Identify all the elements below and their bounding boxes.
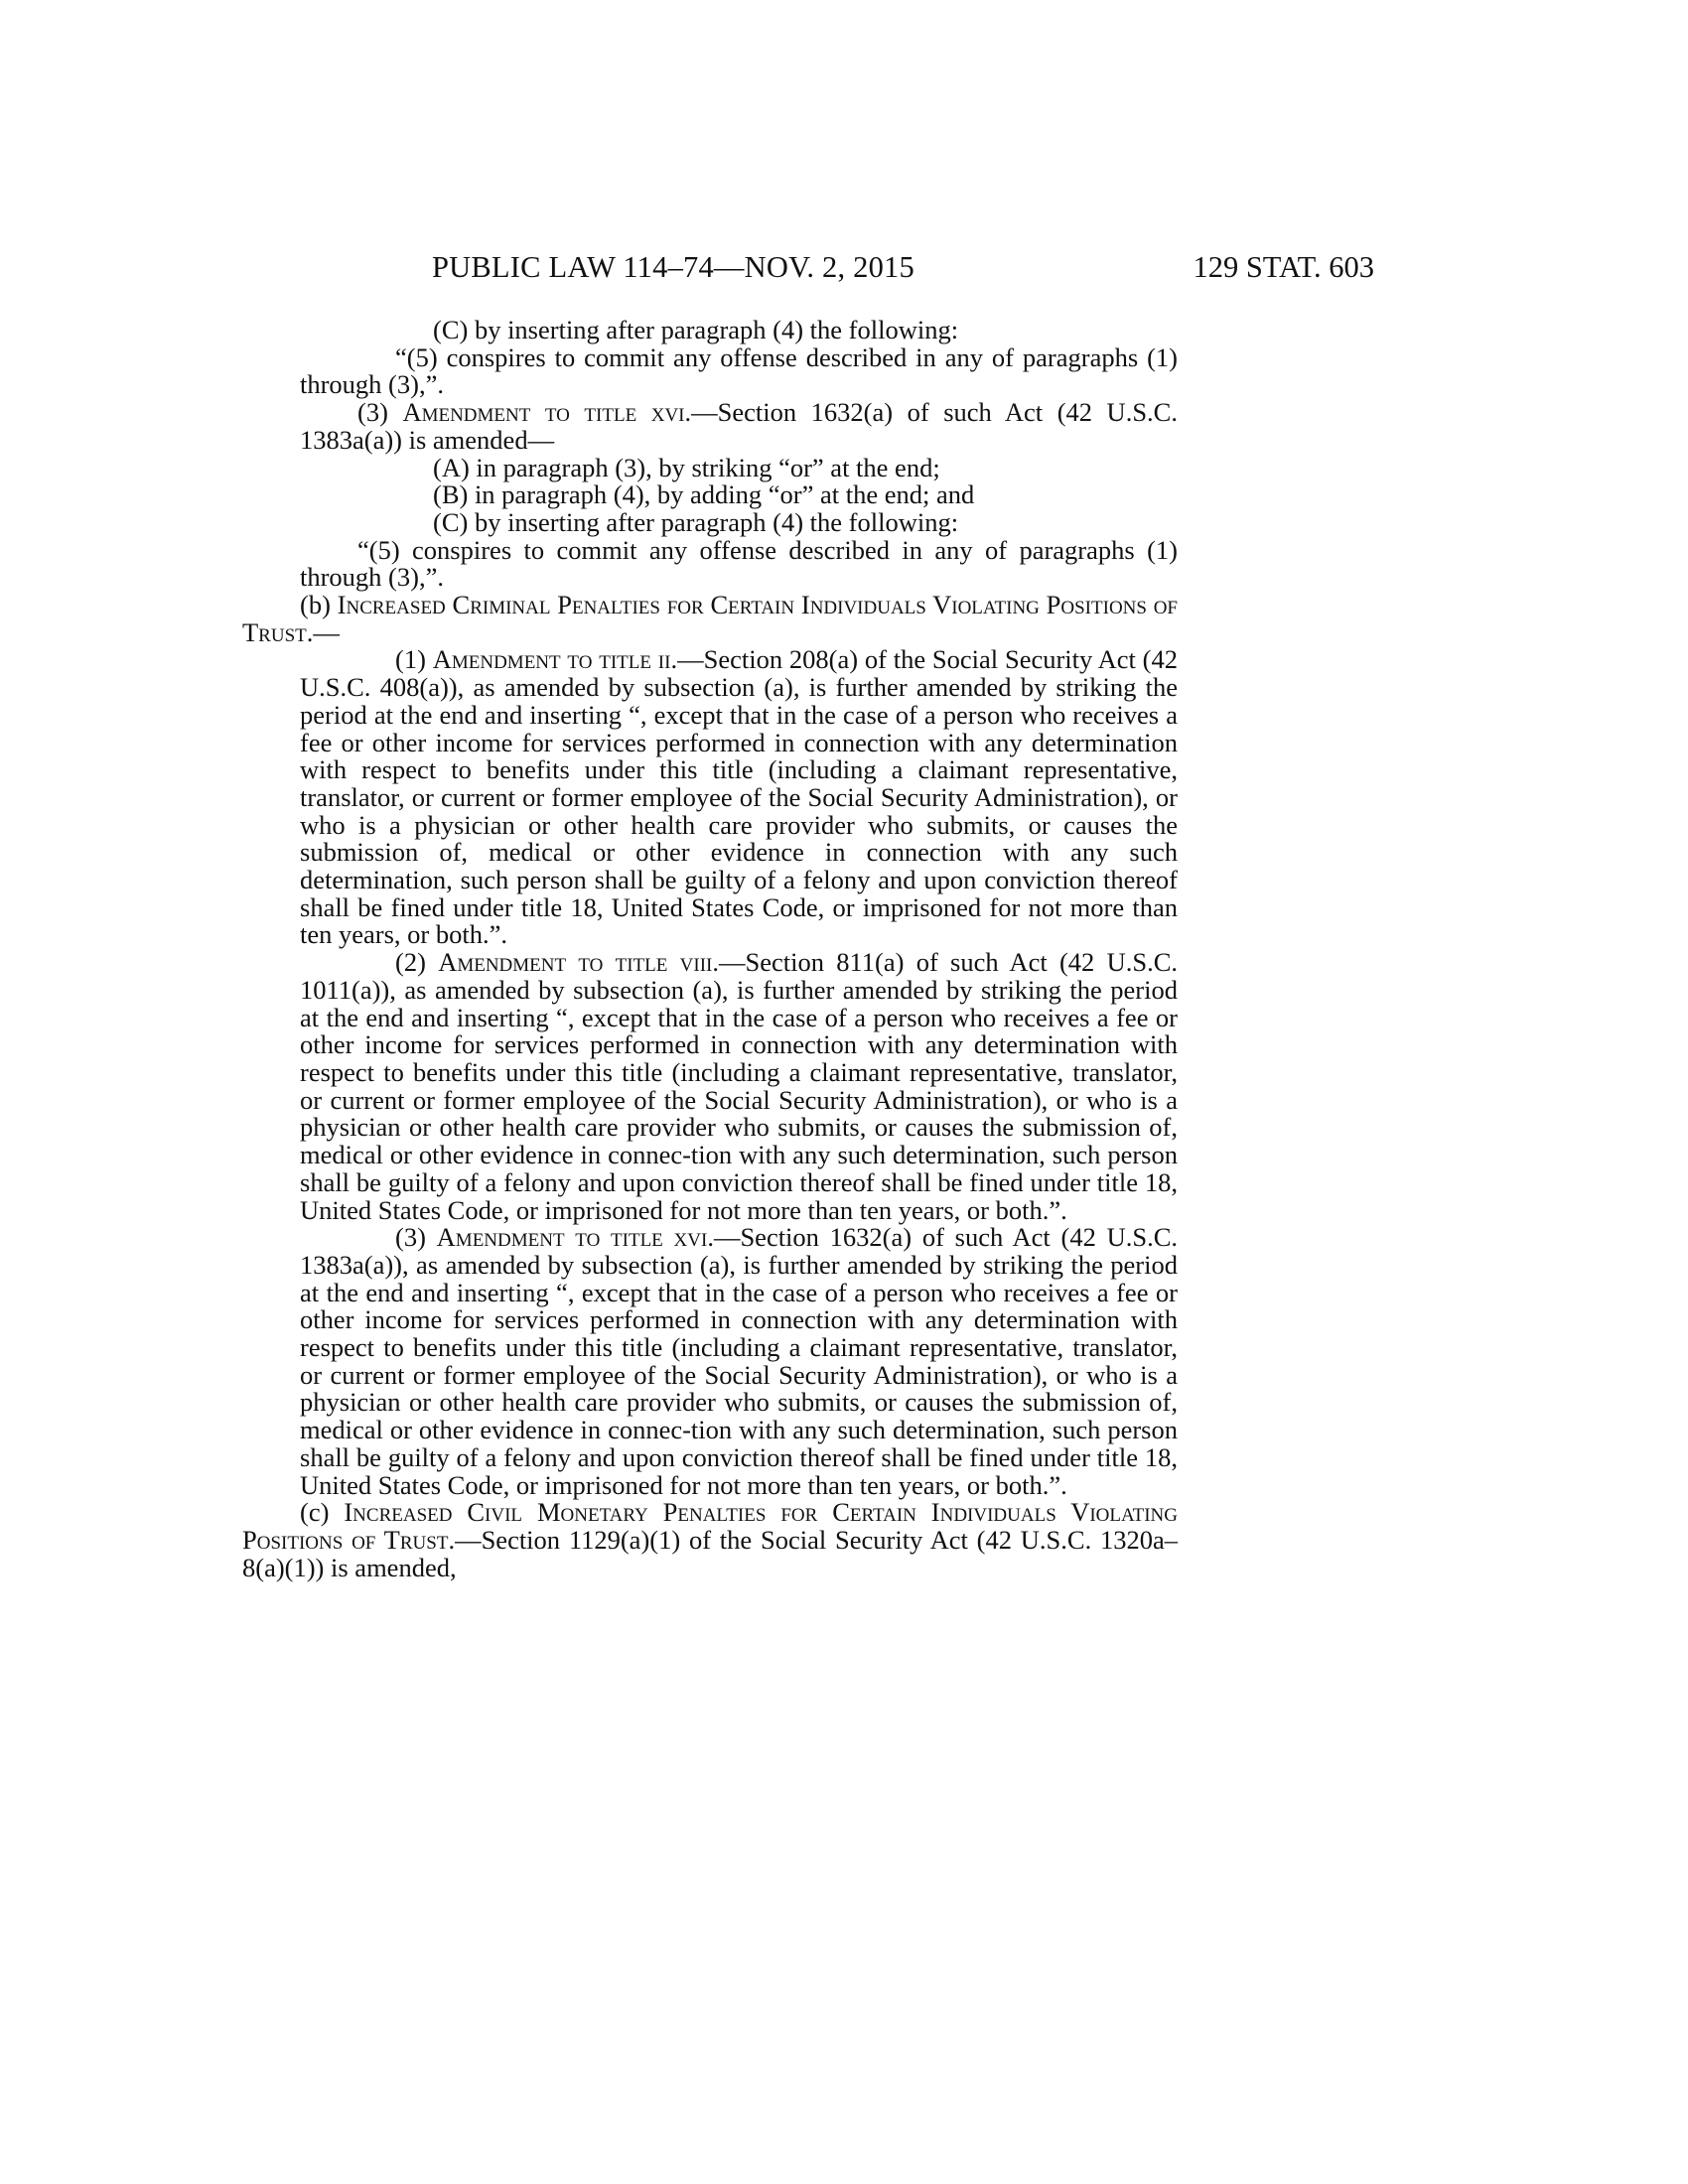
clause-text: (B) in paragraph (4), by adding “or” at the end; and: [433, 479, 975, 510]
subsection-dash: .—: [306, 616, 340, 647]
clause-text: (C) by inserting after paragraph (4) the following:: [433, 506, 959, 537]
subsection-number: (c): [300, 1497, 345, 1528]
clause-text: (C) by inserting after paragraph (4) the following:: [433, 315, 959, 344]
subsection-b: [242, 592, 1178, 646]
subsection-text: .—Section 1129(a)(1) of the Social Security Act (42 U.S.C. 1320a–8(a)(1)) is amended,: [242, 1524, 1179, 1582]
page-header: [300, 250, 1374, 290]
para-heading: Amendment to title ii: [432, 644, 671, 675]
subsection-c: [242, 1499, 1178, 1581]
para-text: .—Section 811(a) of such Act (42 U.S.C. 1011(a)), as amended by subsection (a), is further amended by striking the period at the end and inserting “, except that in the case of a person who receives a fee or other income for services performed in connection with any determination with respect to benefits under this title (including a claimant representative, translator, or current or former employee of the Social Security Administration), or who is a physician or other health care provider who submits, or causes the submission of, medical or other evidence in connec-tion with any such determination, such person shall be guilty of a felony and upon conviction thereof shall be fined under title 18, United States Code, or imprisoned for not more than ten years, or both.”.: [300, 947, 1178, 1225]
clause-a: [300, 452, 1178, 482]
para-number: (3): [357, 397, 403, 428]
quoted-paragraph-5-second: [300, 534, 1178, 593]
clause-b: [300, 481, 1178, 509]
quoted-text: “(5) conspires to commit any offense described in any of paragraphs (1) through (3),”.: [300, 341, 1178, 400]
quoted-paragraph-5-first: [300, 341, 1178, 400]
para-text: .—Section 208(a) of the Social Security Act (42 U.S.C. 408(a)), as amended by subsection (a), is further amended by striking the period at the end and inserting “, except that in the case of a person who receives a fee or other income for services performed in connection with any determination with respect to benefits under this title (including a claimant representative, translator, or current or former employee of the Social Security Administration), or who is a physician or other health care provider who submits, or causes the submission of, medical or other evidence in connection with any such determination, such person shall be guilty of a felony and upon conviction thereof shall be fined under title 18, United States Code, or imprisoned for not more than ten years, or both.”.: [300, 644, 1179, 950]
header-statute-page: 129 STAT. 603: [1193, 250, 1374, 284]
paragraph-3-title-xvi-first: [300, 399, 1178, 454]
paragraph-1-title-ii: [300, 646, 1178, 949]
clause-c-second: [300, 506, 1178, 537]
subsection-heading: Increased Criminal Penalties for Certain Individuals Violating Positions of Trust: [242, 590, 1178, 647]
quoted-text: “(5) conspires to commit any offense described in any of paragraphs (1) through (3),”.: [300, 534, 1178, 593]
subsection-number: (b): [300, 590, 338, 620]
subsection-heading: Increased Civil Monetary Penalties for Certain Individuals Violating Positions of Trust: [242, 1497, 1178, 1555]
para-heading: Amendment to title xvi: [402, 397, 685, 428]
document-body: [242, 315, 1179, 1582]
para-number: (1): [395, 644, 433, 675]
para-heading: Amendment to title viii: [438, 947, 713, 978]
header-title: PUBLIC LAW 114–74—NOV. 2, 2015: [432, 250, 914, 284]
para-number: (3): [395, 1222, 437, 1253]
para-text: .—Section 1632(a) of such Act (42 U.S.C. 1383a(a)) is amended—: [300, 397, 1178, 455]
para-heading: Amendment to title xvi: [436, 1222, 708, 1253]
para-number: (2): [395, 947, 439, 978]
paragraph-3-title-xvi-second: [300, 1224, 1178, 1499]
para-text: .—Section 1632(a) of such Act (42 U.S.C. 1383a(a)), as amended by subsection (a), is further amended by striking the period at the end and inserting “, except that in the case of a person who receives a fee or other income for services performed in connection with any determination with respect to benefits under this title (including a claimant representative, translator, or current or former employee of the Social Security Administration), or who is a physician or other health care provider who submits, or causes the submission of, medical or other evidence in connec-tion with any such determination, such person shall be guilty of a felony and upon conviction thereof shall be fined under title 18, United States Code, or imprisoned for not more than ten years, or both.”.: [300, 1222, 1178, 1500]
clause-text: (A) in paragraph (3), by striking “or” at the end;: [433, 452, 940, 482]
clause-c-first: [300, 317, 1178, 344]
paragraph-2-title-viii: [300, 949, 1178, 1224]
